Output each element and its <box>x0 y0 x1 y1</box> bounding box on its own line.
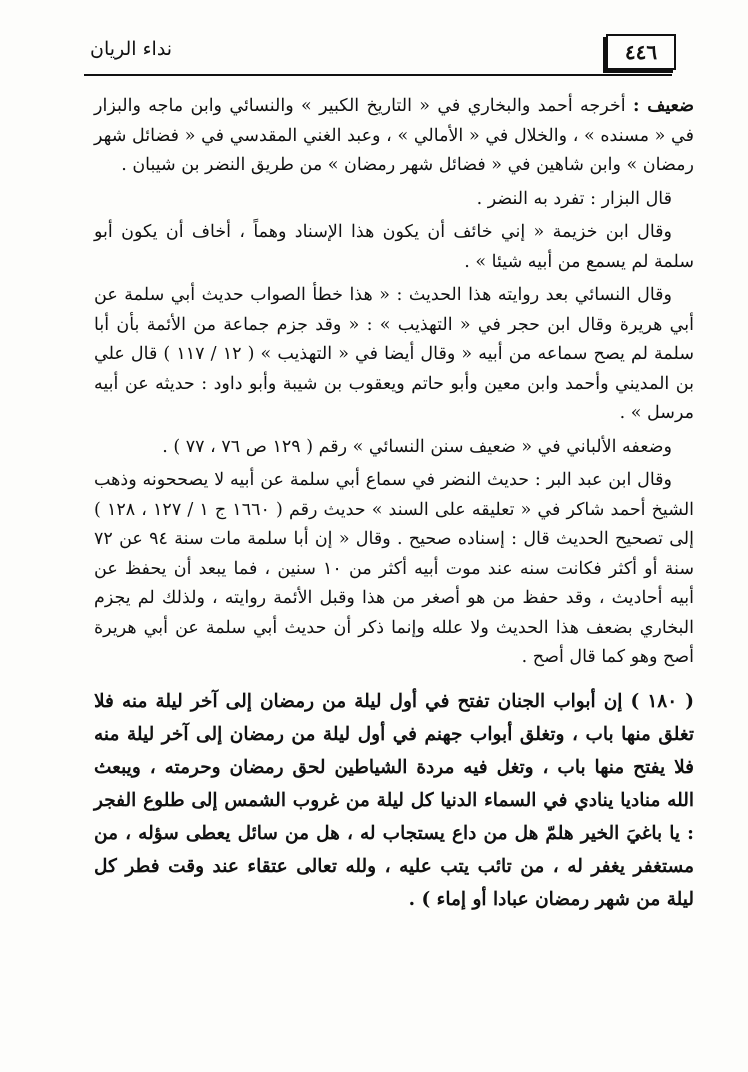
page-header <box>84 34 672 76</box>
bazzar-paragraph: قال البزار : تفرد به النضر . <box>476 188 672 209</box>
ibn-abd-al-barr-paragraph: وقال ابن عبد البر : حديث النضر في سماع أبي سلمة عن أبيه لا يصححونه وذهب الشيخ أحمد شاكر في « تعليقه على السند » حديث رقم ( ١٦٦٠ ج ١ / ١٢٧ ، ١٢٨ ) إلى تصحيح الحديث قال : إسناده صحيح . وقال « إن أبا سلمة مات سنة ٩٤ عن ٧٢ سنة أو أكثر فكانت سنه عند موت أبيه أكثر من ١٠ سنين ، فما يبعد أن يحفظ عن أبيه أحاديث ، وقد حفظ من هو أصغر من هذا وقبل الأئمة روايته ، ولذلك لم يجزم البخاري بضعف هذا الحديث ولا علله وإنما ذكر أن حديث أبي سلمة عن أبي هريرة أصح وهو كما قال أصح . <box>94 470 695 667</box>
albani-paragraph: وضعفه الألباني في « ضعيف سنن النسائي » رقم ( ١٢٩ ص ٧٦ ، ٧٧ ) . <box>162 436 672 457</box>
ibn-khuzayma-paragraph: وقال ابن خزيمة « إني خائف أن يكون هذا الإسناد وهماً ، أخاف أن يكون أبو سلمة لم يسمع من أبيه شيئا » . <box>94 222 694 272</box>
page-body <box>94 92 694 920</box>
hadith-180: ( ١٨٠ ) إن أبواب الجنان تفتح في أول ليلة من رمضان إلى آخر ليلة منه فلا تغلق منها باب ، وتغلق أبواب جهنم في أول ليلة من رمضان إلى آخر ليلة منه فلا يفتح منها باب ، وتغل فيه مردة الشياطين لحق رمضان وحرمته ، ويبعث الله مناديا ينادي في السماء الدنيا كل ليلة من غروب الشمس إلى طلوع الفجر : يا باغيَ الخير هلمّ هل من داع يستجاب له ، هل من سائل يعطى سؤله ، من مستغفر يغفر له ، من تائب يتب عليه ، ولله تعالى عتقاء عند وقت فطر كل ليلة من شهر رمضان عبادا أو إماء ) . <box>94 690 694 910</box>
grading-text: أخرجه أحمد والبخاري في « التاريخ الكبير » والنسائي وابن ماجه والبزار في « مسنده » ، والخلال في « الأمالي » ، وعبد الغني المقدسي في « فضائل شهر رمضان » وابن شاهين في « فضائل شهر رمضان » من طريق النضر بن شيبان . <box>94 96 694 175</box>
nasai-paragraph: وقال النسائي بعد روايته هذا الحديث : « هذا خطأ الصواب حديث أبي سلمة عن أبي هريرة وقال ابن حجر في « التهذيب » : « وقد جزم جماعة من الأئمة بأن أبا سلمة لم يصح سماعه من أبيه « وقال أيضا في « التهذيب » ( ١٢ / ١١٧ ) قال علي بن المديني وأحمد وابن معين وأبو حاتم ويعقوب بن شيبة وأبو داود : حديثه عن أبيه مرسل » . <box>94 285 695 423</box>
grading-label: ضعيف : <box>632 96 694 116</box>
grading-paragraph <box>94 92 694 181</box>
page-number-box: ٤٤٦ <box>606 34 676 70</box>
running-title: نداء الريان <box>90 38 173 60</box>
